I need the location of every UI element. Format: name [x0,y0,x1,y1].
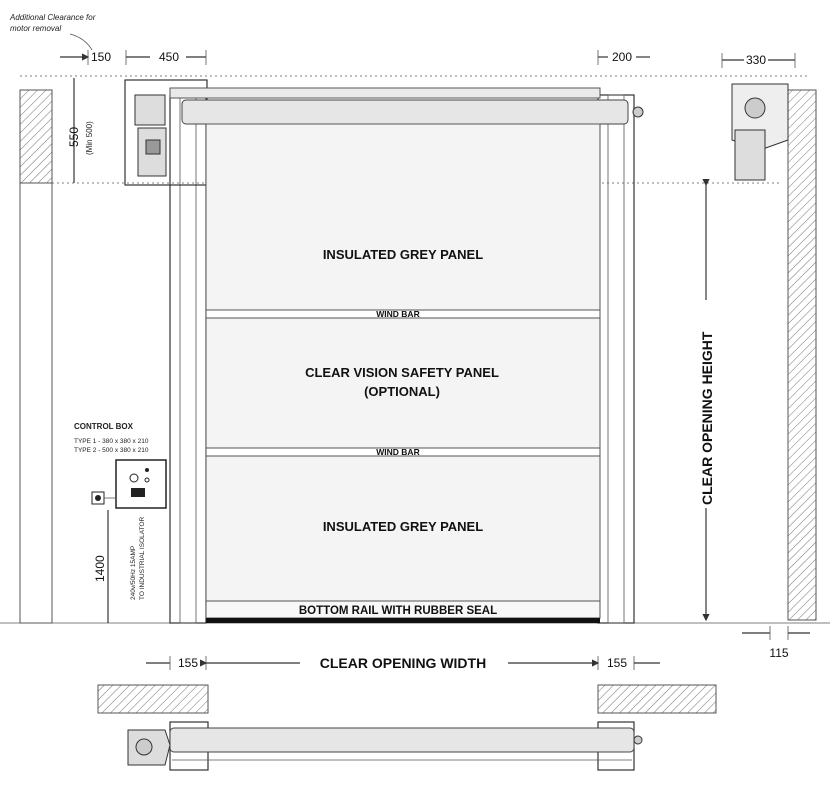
right-guide [598,95,634,623]
left-wall-hatch [20,90,52,183]
dim-550: 550 [67,126,81,147]
insulated-panel-top [206,124,600,310]
plan-left-wall [98,685,208,713]
bottom-panel-label: INSULATED GREY PANEL [322,519,484,534]
left-wall [20,183,52,623]
wind-bar-1-label: WIND BAR [376,309,420,319]
plan-right-wall [598,685,716,713]
dim-115: 115 [769,646,789,660]
clear-opening-height-label: CLEAR OPENING HEIGHT [699,331,715,505]
dim-155-left: 155 [177,656,199,670]
clear-vision-label-line2: (OPTIONAL) [364,384,440,399]
control-box-type1: TYPE 1 - 380 x 380 x 210 [74,438,149,445]
roller-drum [182,100,628,124]
right-motor-body [735,130,765,180]
dim-min500: (Min 500) [85,121,94,155]
clearance-note-line2: motor removal [10,24,62,33]
rubber-seal [206,618,600,623]
plan-roller [170,728,634,752]
dim-450: 450 [158,50,180,64]
left-guide [170,95,206,623]
dim-150: 150 [90,50,112,64]
clear-vision-label-line1: CLEAR VISION SAFETY PANEL [305,365,499,380]
right-wall-hatch [788,90,816,620]
dim-200: 200 [611,50,633,64]
wind-bar-2-label: WIND BAR [376,447,420,457]
clearance-note-line1: Additional Clearance for [10,13,96,22]
control-box-switch [131,488,145,497]
motor-gearbox [135,95,165,125]
power-line1: 240v/50Hz 15AMP [130,545,137,600]
dim-155-right: 155 [606,656,628,670]
power-line2: TO INDUSTRIAL ISOLATOR [139,516,146,600]
clear-vision-panel [206,318,600,448]
clear-opening-width-label: CLEAR OPENING WIDTH [319,655,487,671]
header-bar [170,88,600,98]
control-box [116,460,166,508]
control-box-type2: TYPE 2 - 500 x 380 x 210 [74,447,149,454]
bottom-rail-label: BOTTOM RAIL WITH RUBBER SEAL [298,605,498,617]
top-panel-label: INSULATED GREY PANEL [322,247,484,262]
dim-1400: 1400 [93,555,107,582]
dim-330: 330 [745,53,767,67]
control-box-title: CONTROL BOX [74,422,133,431]
